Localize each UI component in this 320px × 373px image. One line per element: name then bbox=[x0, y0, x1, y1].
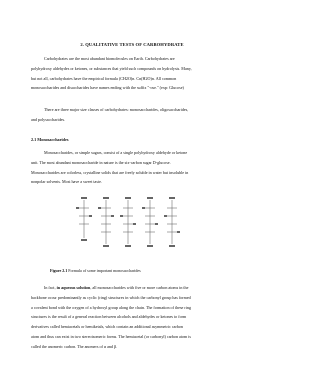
paragraph-line: There are three major size classes of carbohydrates: monosaccharides, oligosaccharides, bbox=[44, 107, 189, 112]
paragraph-line: polyhydroxy aldehydes or ketones, or substances that yield such compounds on hydrolysis. Many, bbox=[31, 65, 192, 71]
figure-caption-text: Formula of some important monosaccharides bbox=[67, 268, 141, 273]
intro-paragraph bbox=[31, 54, 237, 93]
paragraph-line: structures is the result of a general reaction between alcohols and aldehydes or ketones to form bbox=[31, 314, 187, 320]
paragraph-line: unit. The most abundant monosaccharide in nature is the six-carbon sugar D-glucose. bbox=[31, 159, 171, 165]
paragraph-line: atom and thus can exist in two stereoisomeric forms. The hemiacetal (or carbonyl) carbon atom is bbox=[31, 333, 191, 339]
monosaccharides-paragraph bbox=[31, 148, 237, 187]
paragraph-line: but not all, carbohydrates have the empirical formula (CH2O)n. Cn(H2O)n. All common bbox=[31, 75, 177, 81]
size-classes-paragraph bbox=[31, 105, 237, 125]
paragraph-line: Monosaccharides are colorless, crystalline solids that are freely soluble in water but insoluble in bbox=[31, 169, 189, 175]
figure-caption bbox=[50, 268, 141, 273]
document-title: 2. QUALITATIVE TESTS OF CARBOHYDRATE bbox=[80, 42, 184, 47]
ring-structures-paragraph bbox=[31, 283, 237, 352]
paragraph-line: In fact, in aqueous solution, all monosaccharides with five or more carbon atoms in the bbox=[44, 285, 189, 290]
section-heading: 2.1 Monosaccharides bbox=[31, 137, 69, 142]
paragraph-line: and polysaccharides. bbox=[31, 116, 66, 122]
paragraph-line: Monosaccharides, or simple sugars, consist of a single polyhydroxy aldehyde or ketone bbox=[44, 150, 188, 155]
paragraph-line: called the anomeric carbon. The anomers of α and β. bbox=[31, 343, 118, 349]
paragraph-line: Carbohydrates are the most abundant biomolecules on Earth. Carbohydrates are bbox=[44, 56, 175, 61]
paragraph-line: backbone occur predominantly as cyclic (ring) structures in which the carbonyl group has formed bbox=[31, 294, 191, 300]
paragraph-line: a covalent bond with the oxygen of a hydroxyl group along the chain. The formation of these ring bbox=[31, 304, 191, 310]
paragraph-line: derivatives called hemiacetals or hemiketals, which contain an additional asymmetric carbon bbox=[31, 324, 183, 330]
monosaccharide-structures-figure bbox=[74, 194, 192, 252]
paragraph-line: monosaccharides and disaccharides have names ending with the suffix "-ose." (exp: Glucose) bbox=[31, 85, 184, 91]
paragraph-line: nonpolar solvents. Most have a sweet taste. bbox=[31, 179, 102, 185]
fischer-projections-image bbox=[74, 194, 192, 252]
figure-label: Figure 2.1 bbox=[50, 268, 68, 273]
emphasis-text: in aqueous solution bbox=[56, 285, 91, 290]
